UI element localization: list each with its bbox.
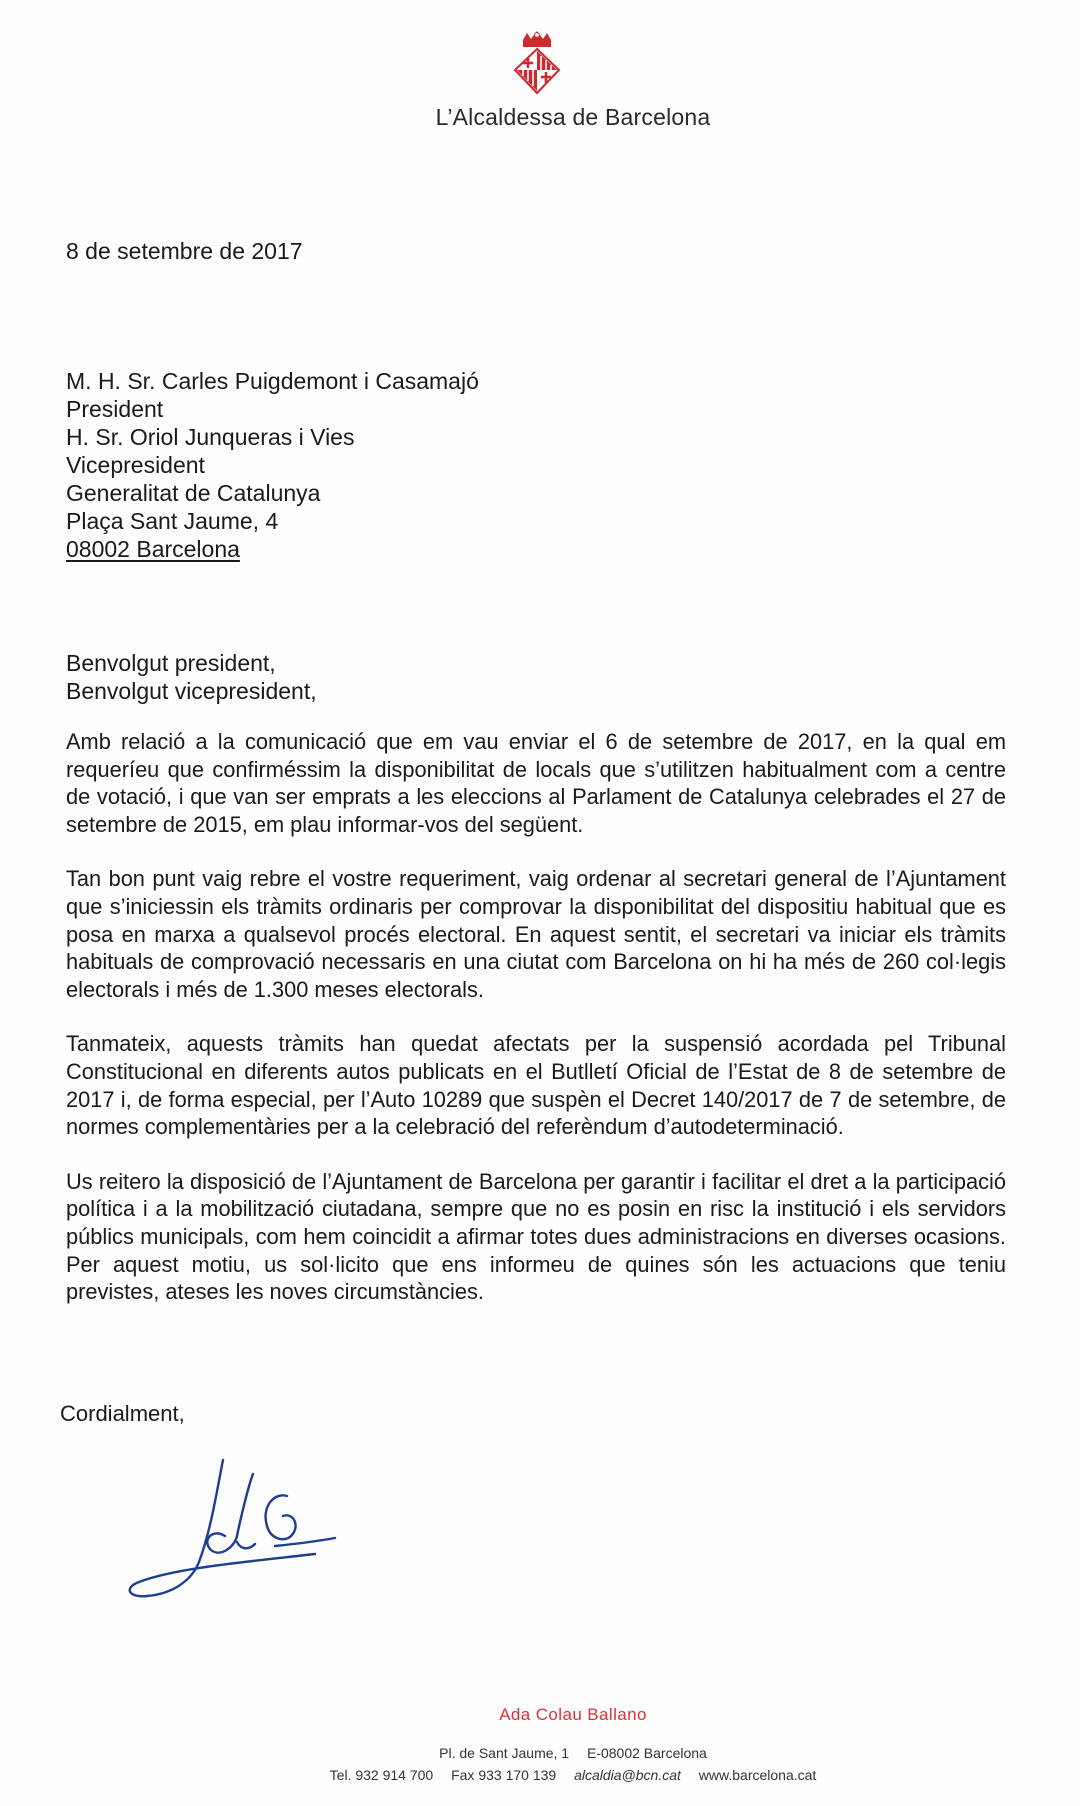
signer-name: Ada Colau Ballano: [499, 1705, 647, 1724]
salutation-line: Benvolgut president,: [66, 650, 276, 676]
letter-body: [66, 728, 1006, 1333]
salutation-line: Benvolgut vicepresident,: [66, 678, 317, 704]
address-line-postal: 08002 Barcelona: [66, 536, 240, 562]
footer-street: Pl. de Sant Jaume, 1: [439, 1745, 570, 1761]
footer-postal: E-08002 Barcelona: [586, 1745, 707, 1761]
footer-tel: Tel. 932 914 700: [329, 1767, 434, 1783]
address-line: President: [66, 396, 164, 422]
footer-email-link[interactable]: alcaldia@bcn.cat: [574, 1767, 681, 1783]
body-paragraph: Amb relació a la comunicació que em vau enviar el 6 de setembre de 2017, en la qual em requeríeu que confirméssim la disponibilitat de locals que s’utilitzen habitualment com a centre de votació, i que van ser emprats a les eleccions al Parlament de Catalunya celebrades el 27 de setembre de 2015, em plau informar-vos del següent.: [66, 729, 1006, 837]
body-paragraph: Tan bon punt vaig rebre el vostre requeriment, vaig ordenar al secretari general de l’Ajuntament que s’iniciessin els tràmits ordinaris per comprovar la disponibilitat del dispositiu habitual que es posa en marxa a qualsevol procés electoral. En aquest sentit, el secretari va iniciar els tràmits habituals de comprovació necessaris en una ciutat com Barcelona on hi ha més de 260 col·legis electorals i més de 1.300 meses electorals.: [66, 866, 1006, 1002]
barcelona-crest-icon: [511, 30, 563, 96]
footer-contact: [0, 1767, 1080, 1783]
letter-date: 8 de setembre de 2017: [66, 238, 303, 264]
address-line: Plaça Sant Jaume, 4: [66, 508, 279, 534]
address-line: Generalitat de Catalunya: [66, 480, 321, 506]
office-title: L’Alcaldessa de Barcelona: [435, 104, 711, 130]
footer-fax: Fax 933 170 139: [451, 1767, 557, 1783]
body-paragraph: Tanmateix, aquests tràmits han quedat afectats per la suspensió acordada pel Tribunal Constitucional en diferents autos publicats en el Butlletí Oficial de l’Estat de 8 de setembre de 2017 i, de forma especial, per l’Auto 10289 que suspèn el Decret 140/2017 de 7 de setembre, de normes complementàries per a la celebració del referèndum d’autodeterminació.: [66, 1031, 1006, 1140]
handwritten-signature: [125, 1450, 365, 1610]
closing: Cordialment,: [60, 1401, 185, 1426]
address-line: Vicepresident: [66, 452, 205, 478]
recipient-address: [66, 367, 479, 563]
address-line: H. Sr. Oriol Junqueras i Vies: [66, 424, 355, 450]
footer-web-link[interactable]: www.barcelona.cat: [698, 1767, 817, 1783]
body-paragraph: Us reitero la disposició de l’Ajuntament de Barcelona per garantir i facilitar el dret a la participació política i a la mobilització ciutadana, sempre que no es posin en risc la institució i els servidors públics municipals, com hem coincidit a afirmar totes dues administracions en diverses ocasions. Per aquest motiu, us sol·licito que ens informeu de quines són les actuacions que teniu previstes, ateses les noves circumstàncies.: [66, 1168, 1006, 1305]
footer-address: [0, 1745, 1080, 1761]
salutation: [66, 649, 317, 705]
address-line: M. H. Sr. Carles Puigdemont i Casamajó: [66, 368, 479, 394]
